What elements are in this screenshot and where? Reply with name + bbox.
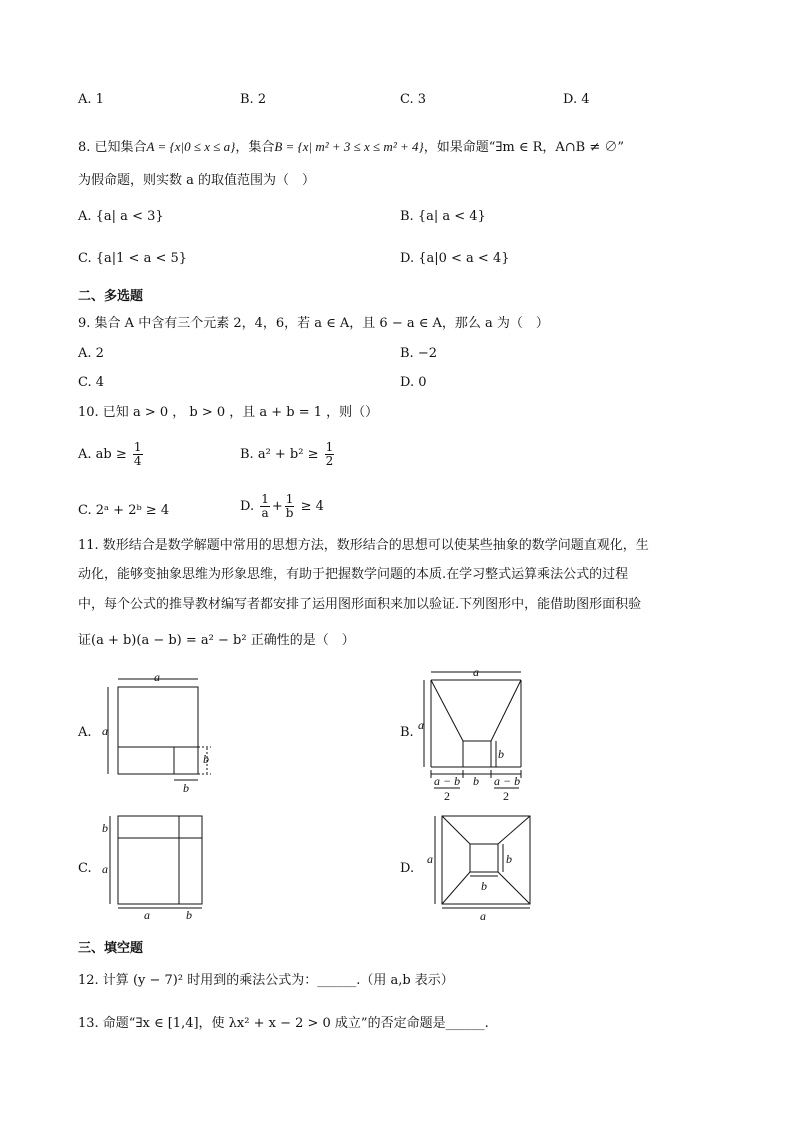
q8-option-b: B. {a| a < 4} [400, 209, 486, 224]
fig-b-top-a: a [473, 665, 479, 679]
q11-figure-b [415, 664, 540, 804]
q10-d-num1: 1 [261, 492, 269, 506]
q10-a-den: 4 [133, 454, 142, 468]
q7-option-d: D. 4 [563, 92, 590, 107]
q10-b-num: 1 [325, 440, 334, 454]
q11-fig-label-d: D. [400, 861, 415, 876]
q11-figure-c [96, 808, 221, 920]
fig-b-side-a: a [418, 718, 424, 732]
fig-c-side-b: b [102, 821, 108, 835]
q10-d-num2: 1 [285, 492, 294, 506]
q11-fig-label-b: B. [400, 725, 414, 740]
fig-a-right-b: b [203, 752, 209, 766]
fig-b-bottom-b: b [473, 774, 479, 788]
fig-a-bottom-b: b [183, 781, 189, 795]
q9-stem: 9. 集合 A 中含有三个元素 2，4，6，若 a ∈ A，且 6 − a ∈ A，那么 a 为（ ） [78, 316, 549, 331]
q10-d-plus: + [271, 499, 283, 514]
fig-b-frac-left-num: a − b [434, 774, 461, 788]
fig-c-side-a: a [102, 862, 108, 876]
q7-option-c: C. 3 [400, 92, 427, 107]
q9-option-b: B. −2 [400, 346, 437, 361]
q8-prefix: 8. 已知集合 [78, 140, 147, 155]
q11-fig-label-c: C. [78, 861, 92, 876]
q11-fig-label-a: A. [78, 725, 92, 740]
q7-option-a: A. 1 [78, 92, 104, 107]
q10-b-prefix: B. a² + b² ≥ [240, 447, 319, 462]
fig-b-frac-right-num: a − b [494, 774, 521, 788]
q11-stem-line3: 中，每个公式的推导教材编写者都安排了运用图形面积来加以验证.下列图形中，能借助图形面积验 [78, 597, 642, 612]
q8-set-b: B = {x| m² + 3 ≤ x ≤ m² + 4} [274, 139, 424, 154]
q10-stem: 10. 已知 a > 0 ， b > 0 ，且 a + b = 1 ，则（） [78, 405, 379, 420]
q10-option-c: C. 2ᵃ + 2ᵇ ≥ 4 [78, 503, 170, 518]
q8-stem-line2: 为假命题，则实数 a 的取值范围为（ ） [78, 173, 316, 188]
q11-stem-line1: 11. 数形结合是数学解题中常用的思想方法，数形结合的思想可以使某些抽象的数学问题直观化，生 [78, 538, 649, 553]
q9-option-c: C. 4 [78, 375, 105, 390]
q10-b-fraction [325, 441, 335, 468]
fig-d-inner-b: b [506, 852, 512, 866]
q13-stem: 13. 命题“∃x ∈ [1,4]，使 λx² + x − 2 > 0 成立”的否定命题是______. [78, 1016, 489, 1031]
q10-a-fraction [133, 441, 143, 468]
fig-b-frac-left-den: 2 [444, 789, 450, 803]
q8-proposition: ，如果命题“∃m ∈ R，A∩B ≠ ∅” [423, 140, 625, 155]
fig-b-frac-right-den: 2 [503, 789, 509, 803]
q11-stem-line2: 动化，能够变抽象思维为形象思维，有助于把握数学问题的本质.在学习整式运算乘法公式的过程 [78, 567, 629, 582]
q11-figure-d [422, 808, 542, 923]
q10-d-fraction-2 [285, 493, 295, 520]
q8-option-c: C. {a|1 < a < 5} [78, 251, 188, 266]
q10-option-b [240, 441, 336, 468]
q10-d-fraction-1 [260, 493, 270, 520]
fig-c-bottom-a: a [144, 908, 150, 920]
q9-option-d: D. 0 [400, 375, 427, 390]
q12-stem: 12. 计算 (y − 7)² 时用到的乘法公式为：______.（用 a,b 表示） [78, 973, 454, 988]
q8-option-d: D. {a|0 < a < 4} [400, 251, 510, 266]
q10-d-den1: a [261, 506, 269, 520]
q8-stem-line1 [78, 138, 624, 157]
section-heading-fill-in: 三、填空题 [78, 941, 144, 956]
q10-a-num: 1 [133, 440, 142, 454]
q8-mid: ，集合 [235, 140, 275, 155]
q8-set-a: A = {x|0 ≤ x ≤ a} [146, 139, 236, 154]
q10-a-prefix: A. ab ≥ [78, 447, 127, 462]
q7-option-b: B. 2 [240, 92, 267, 107]
fig-a-side-a: a [102, 724, 108, 738]
q10-d-suffix: ≥ 4 [300, 499, 324, 514]
q8-option-a: A. {a| a < 3} [78, 209, 164, 224]
q10-option-a [78, 441, 145, 468]
fig-d-bottom-a: a [480, 909, 486, 923]
q10-d-den2: b [285, 506, 294, 520]
fig-c-bottom-b: b [186, 908, 192, 920]
fig-d-side-a: a [427, 852, 433, 866]
section-heading-multiple-choice: 二、多选题 [78, 289, 144, 304]
q10-d-prefix: D. [240, 499, 255, 514]
q10-option-d [240, 493, 324, 520]
fig-d-inner-bottom-b: b [481, 879, 487, 893]
q11-stem-line4: 证(a + b)(a − b) = a² − b² 正确性的是（ ） [78, 633, 355, 648]
fig-a-top-a: a [154, 670, 160, 684]
fig-b-inner-b: b [498, 747, 504, 761]
q10-b-den: 2 [325, 454, 334, 468]
q9-option-a: A. 2 [78, 346, 104, 361]
q11-figure-a [96, 670, 226, 795]
